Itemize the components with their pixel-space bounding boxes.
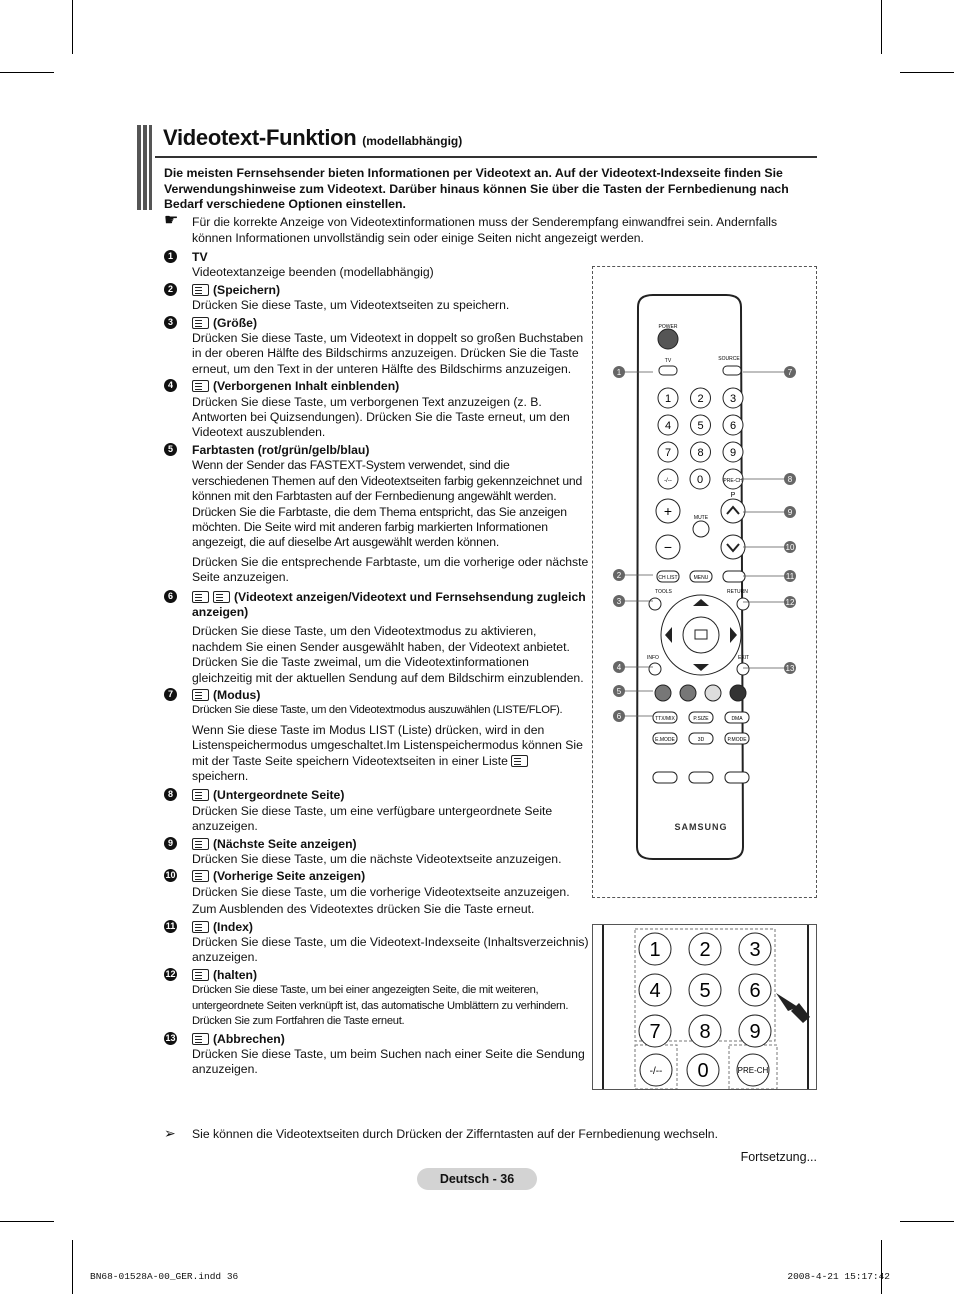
- footer-stamp: 2008-4-21 15:17:42: [787, 1271, 890, 1282]
- prech-label: PRE-CH: [723, 478, 743, 484]
- item-heading: (Untergeordnete Seite): [213, 788, 345, 803]
- note-text: Für die korrekte Anzeige von Videotextinformationen muss der Senderempfang einwandfrei sein. Andernfalls können Informationen unvollständig sein oder einige Seiten nicht angezeigt werden.: [192, 215, 778, 245]
- callout-number: 7: [787, 368, 793, 377]
- page-number-badge: Deutsch - 36: [417, 1168, 537, 1190]
- large-digit-label: 6: [749, 980, 761, 1002]
- index-teletext-icon: [192, 921, 209, 933]
- numpad-closeup: [592, 924, 817, 1090]
- source-label: SOURCE: [718, 356, 740, 362]
- digit-label: 8: [697, 447, 704, 459]
- power-button: [658, 329, 678, 349]
- exit-button: [737, 663, 749, 675]
- emode-label: E.MODE: [655, 737, 675, 743]
- list-item: [164, 283, 589, 314]
- item-heading: (Nächste Seite anzeigen): [213, 836, 357, 851]
- callout-number: 3: [616, 597, 622, 606]
- crop-mark: [900, 1221, 954, 1222]
- item-body: Drücken Sie diese Taste, um bei einer angezeigten Seite, die mit weiteren, untergeordnete Seiten verknüpft ist, das automatische Umblättern zu verhindern. Drücken Sie zum Fortfahren die Taste erneut.: [192, 984, 569, 1028]
- remote-figure: [592, 266, 817, 898]
- button-description-list: [164, 250, 589, 1080]
- list-item: [164, 443, 589, 586]
- note: [164, 212, 820, 246]
- item-body: Videotextanzeige beenden (modellabhängig): [192, 265, 434, 280]
- item-number: 1: [164, 250, 177, 263]
- 3d-label: 3D: [697, 737, 705, 743]
- item-number: 9: [164, 837, 177, 850]
- item-number: 8: [164, 788, 177, 801]
- item-heading: Farbtasten (rot/grün/gelb/blau): [192, 442, 370, 457]
- tip: [164, 1127, 814, 1141]
- item-number: 6: [164, 590, 177, 603]
- callout-number: 2: [616, 571, 622, 580]
- list-item: [164, 920, 589, 966]
- return-label: RETURN: [727, 589, 748, 595]
- rewind-button: [653, 772, 677, 783]
- item-heading: (Vorherige Seite anzeigen): [213, 869, 366, 884]
- power-label: POWER: [658, 324, 678, 330]
- source-button: [723, 366, 741, 375]
- item-body: Drücken Sie diese Taste, um Videotextseiten zu speichern.: [192, 298, 510, 313]
- list-item: [164, 379, 589, 441]
- teletext-mix-icon: [213, 591, 230, 603]
- large-digit-label: 1: [649, 939, 661, 961]
- ttx-label: TTX/MIX: [655, 716, 675, 722]
- item-number: 2: [164, 283, 177, 296]
- item-heading: (Videotext anzeigen/Videotext und Fernsehsendung zugleich anzeigen): [192, 589, 586, 619]
- list-item: [164, 688, 589, 784]
- tv-button: [659, 366, 677, 375]
- item-number: 5: [164, 443, 177, 456]
- footer-file: BN68-01528A-00_GER.indd 36: [90, 1271, 239, 1282]
- digit-label: 1: [664, 393, 672, 405]
- item-heading: (Speichern): [213, 282, 281, 297]
- stop-button: [725, 772, 749, 783]
- title-rule: [155, 156, 817, 158]
- item-number: 3: [164, 316, 177, 329]
- callout-number: 12: [785, 598, 795, 607]
- crop-mark: [72, 1240, 73, 1294]
- large-digit-label: 5: [699, 980, 711, 1002]
- item-body: Drücken Sie diese Taste, um den Videotextmodus auszuwählen (LISTE/FLOF).: [192, 704, 563, 717]
- continued-label: Fortsetzung...: [740, 1150, 817, 1164]
- item-heading: (Verborgenen Inhalt einblenden): [213, 379, 400, 394]
- play-button: [689, 772, 713, 783]
- callout-number: 4: [616, 663, 622, 672]
- list-item: [164, 316, 589, 378]
- print-footer: [90, 1271, 890, 1282]
- mute-label: MUTE: [693, 515, 709, 521]
- callout-number: 10: [785, 543, 795, 552]
- crop-mark: [881, 0, 882, 54]
- item-number: 10: [165, 870, 176, 881]
- item-heading: (Modus): [213, 687, 261, 702]
- channel-up-button: [721, 499, 745, 523]
- page-down-teletext-icon: [192, 870, 209, 882]
- numpad-closeup-illustration: [593, 925, 817, 1090]
- dma-label: DMA: [731, 716, 743, 722]
- list-item: [164, 1032, 589, 1078]
- digit-label: 6: [729, 420, 737, 432]
- callout-number: 8: [787, 475, 793, 484]
- digit-label: 2: [697, 393, 704, 405]
- item-number: 4: [164, 379, 177, 392]
- item-body: Drücken Sie diese Taste, um die vorherige Videotextseite anzuzeigen.: [192, 884, 570, 899]
- pointing-hand-icon: ☛: [164, 212, 179, 229]
- list-item: [164, 788, 589, 834]
- callout-number: 1: [616, 368, 622, 377]
- crop-mark: [900, 72, 954, 73]
- zero-label: 0: [696, 474, 704, 486]
- digit-label: 3: [729, 393, 737, 405]
- color-key-button: [730, 685, 746, 701]
- item-number: 12: [165, 968, 176, 979]
- large-digit-label: 4: [649, 980, 661, 1002]
- item-body: Drücken Sie diese Taste, um die nächste Videotextseite anzuzeigen.: [192, 852, 562, 867]
- item-number: 11: [165, 920, 176, 931]
- list-item: [164, 869, 589, 917]
- item-heading: (Größe): [213, 315, 258, 330]
- title-stripes: [137, 125, 152, 210]
- list-item: [164, 837, 589, 868]
- digit-keys: [658, 388, 743, 462]
- large-digit-label: 9: [749, 1021, 761, 1043]
- cancel-teletext-icon: [192, 1033, 209, 1045]
- crop-mark: [72, 0, 73, 54]
- color-key-button: [655, 685, 671, 701]
- item-heading: (Abbrechen): [213, 1031, 285, 1046]
- callout-number: 5: [616, 687, 622, 696]
- subpage-teletext-icon: [192, 789, 209, 801]
- large-digit-label: 3: [749, 939, 761, 961]
- callout-number: 6: [616, 712, 622, 721]
- teletext-on-icon: [192, 591, 209, 603]
- large-digit-label: 7: [649, 1021, 661, 1043]
- save-teletext-icon: [192, 284, 209, 296]
- return-button: [737, 598, 749, 610]
- arrow-icon: ➢: [164, 1125, 176, 1141]
- large-digit-label: 8: [699, 1021, 711, 1043]
- crop-mark: [0, 1221, 54, 1222]
- digit-label: 5: [697, 420, 704, 432]
- large-digit-keys: [639, 933, 771, 1047]
- size-teletext-icon: [192, 317, 209, 329]
- item-heading: TV: [192, 250, 208, 264]
- item-body: Drücken Sie diese Taste, um die Videotext-Indexseite (Inhaltsverzeichnis) anzuzeigen.: [192, 935, 589, 965]
- item-body: Drücken Sie diese Taste, um Videotext in doppelt so großen Buchstaben in der oberen Hälfte des Bildschirms anzuzeigen. Drücken Sie die Taste erneut, um den Text in der unteren Hälfte des Bildschirms anzuzeigen.: [192, 331, 584, 376]
- intro-paragraph: Die meisten Fernsehsender bieten Informationen per Videotext an. Auf der Videotext-Indexseite finden Sie Verwendungshinweise zum Videotext. Darüber hinaus können Sie über die Tasten der Fernbedienung nach Bedarf verschiedene Optionen einstellen.: [164, 166, 789, 211]
- mode-teletext-icon: [192, 689, 209, 701]
- svg-text:PRE-CH: PRE-CH: [737, 1066, 769, 1075]
- callout-number: 13: [785, 664, 795, 673]
- item-body: Drücken Sie diese Taste, um beim Suchen nach einer Seite die Sendung anzuzeigen.: [192, 1046, 585, 1077]
- exit-label: EXIT: [738, 655, 750, 661]
- tv-label: TV: [664, 358, 672, 364]
- item-number: 7: [164, 688, 177, 701]
- page-up-teletext-icon: [192, 838, 209, 850]
- color-key-button: [680, 685, 696, 701]
- tip-text: Sie können die Videotextseiten durch Drücken der Zifferntasten auf der Fernbedienung wechseln.: [192, 1127, 718, 1141]
- callout-number: 9: [787, 508, 793, 517]
- enter-button: [683, 617, 719, 653]
- item-number: 13: [165, 1032, 176, 1043]
- item-body: Zum Ausblenden des Videotextes drücken Sie die Taste erneut.: [192, 902, 535, 917]
- tools-label: TOOLS: [655, 589, 672, 595]
- svg-text:+: +: [663, 503, 673, 519]
- item-heading: (Index): [213, 919, 253, 934]
- color-key-button: [705, 685, 721, 701]
- mute-button: [693, 521, 709, 537]
- svg-text:0: 0: [697, 1060, 709, 1082]
- svg-text:-/--: -/--: [649, 1066, 663, 1077]
- crop-mark: [0, 72, 54, 73]
- digit-label: 4: [664, 420, 672, 432]
- svg-text:−: −: [663, 539, 673, 555]
- pmode-label: P.MODE: [727, 737, 747, 743]
- digit-label: 9: [729, 447, 737, 459]
- menu-label: MENU: [693, 575, 709, 581]
- crop-mark: [881, 1240, 882, 1294]
- list-item: [164, 590, 589, 686]
- item-body: Drücken Sie diese Taste, um den Videotextmodus zu aktivieren, nachdem Sie einen Sender ausgewählt haben, der Videotext anbietet. Drücken Sie die Taste zweimal, um die Videotextinformationen gleichzeitig mit der aktuellen Sendung auf dem Bildschirm einzublenden.: [192, 624, 584, 685]
- list-item: [164, 250, 589, 281]
- title-bar: [137, 125, 817, 159]
- index-button: [723, 571, 745, 582]
- dash-label: -/--: [664, 478, 672, 484]
- save-teletext-icon: [511, 755, 528, 767]
- remote-control-illustration: [593, 267, 816, 897]
- list-item: [164, 968, 589, 1030]
- item-body: Wenn der Sender das FASTEXT-System verwendet, sind die verschiedenen Themen auf den Videotextseiten farbig gekennzeichnet und können mit den Farbtasten auf der Fernbedienung angewählt werden. Drücken Sie die Farbtaste, die dem Thema entspricht, das Sie anzeigen möchten. Die Seite wird mit anderen farbig markierten Informationen angezeigt, die auf dieselbe Art ausgewählt werden können.: [192, 458, 583, 550]
- item-body: Wenn Sie diese Taste im Modus LIST (Liste) drücken, wird in den Listenspeichermodus umgeschaltet.Im Listenspeichermodus können Sie mit der Taste Seite speichern Videotextseiten in einer Liste speichern.: [192, 722, 583, 783]
- item-heading: (halten): [213, 967, 258, 982]
- info-button: [649, 663, 661, 675]
- channel-down-button: [721, 535, 745, 559]
- page-subtitle: (modellabhängig): [362, 134, 463, 148]
- samsung-logo: SAMSUNG: [674, 822, 728, 832]
- item-body: Drücken Sie diese Taste, um eine verfügbare untergeordnete Seite anzuzeigen.: [192, 803, 553, 834]
- hold-teletext-icon: [192, 969, 209, 981]
- tools-button: [649, 598, 661, 610]
- item-body: Drücken Sie die entsprechende Farbtaste, um die vorherige oder nächste Seite anzuzeigen.: [192, 554, 589, 585]
- psize-label: P.SIZE: [693, 716, 709, 722]
- item-body: Drücken Sie diese Taste, um verborgenen Text anzuzeigen (z. B. Antworten bei Quizsendungen). Drücken Sie die Taste erneut, um den Videotext auszublenden.: [192, 394, 570, 440]
- page-title: Videotext-Funktion (modellabhängig): [163, 125, 463, 150]
- reveal-teletext-icon: [192, 380, 209, 392]
- callout-number: 11: [785, 572, 795, 581]
- p-label: P: [730, 492, 736, 499]
- large-digit-label: 2: [699, 939, 711, 961]
- info-label: INFO: [647, 655, 659, 661]
- digit-label: 7: [664, 447, 672, 459]
- chlist-label: CH LIST: [658, 575, 678, 581]
